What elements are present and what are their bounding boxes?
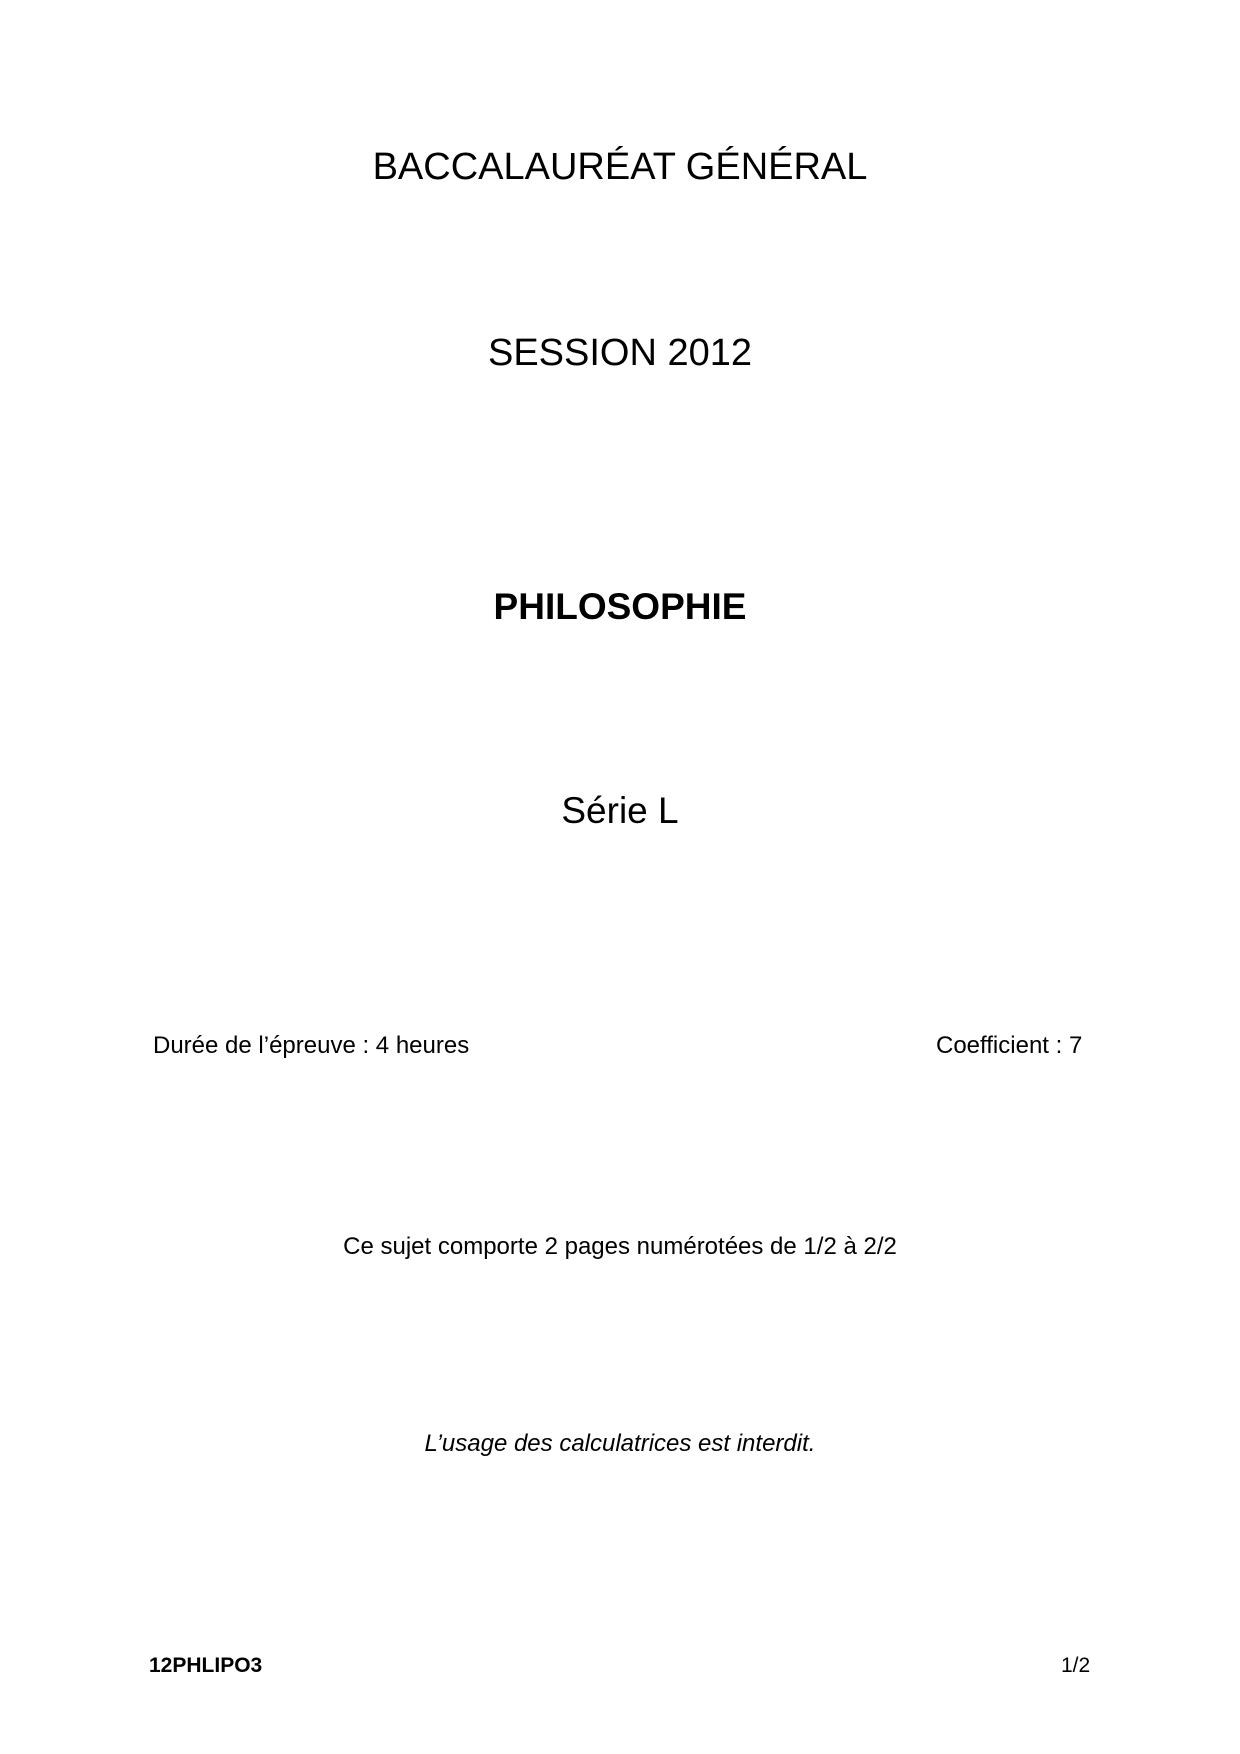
- series-label: Série L: [561, 790, 679, 831]
- exam-title: BACCALAURÉAT GÉNÉRAL: [372, 146, 868, 188]
- subject-title: PHILOSOPHIE: [493, 586, 747, 627]
- session-year: SESSION 2012: [487, 332, 753, 374]
- page-count-note: Ce sujet comporte 2 pages numérotées de 1/2 à 2/2: [343, 1233, 897, 1260]
- calculator-notice: L’usage des calculatrices est interdit.: [424, 1430, 816, 1457]
- subject-code: 12PHLIPO3: [149, 1654, 263, 1677]
- page-number: 1/2: [1061, 1654, 1091, 1677]
- exam-coefficient: Coefficient : 7: [936, 1032, 1083, 1059]
- exam-duration: Durée de l’épreuve : 4 heures: [153, 1032, 470, 1059]
